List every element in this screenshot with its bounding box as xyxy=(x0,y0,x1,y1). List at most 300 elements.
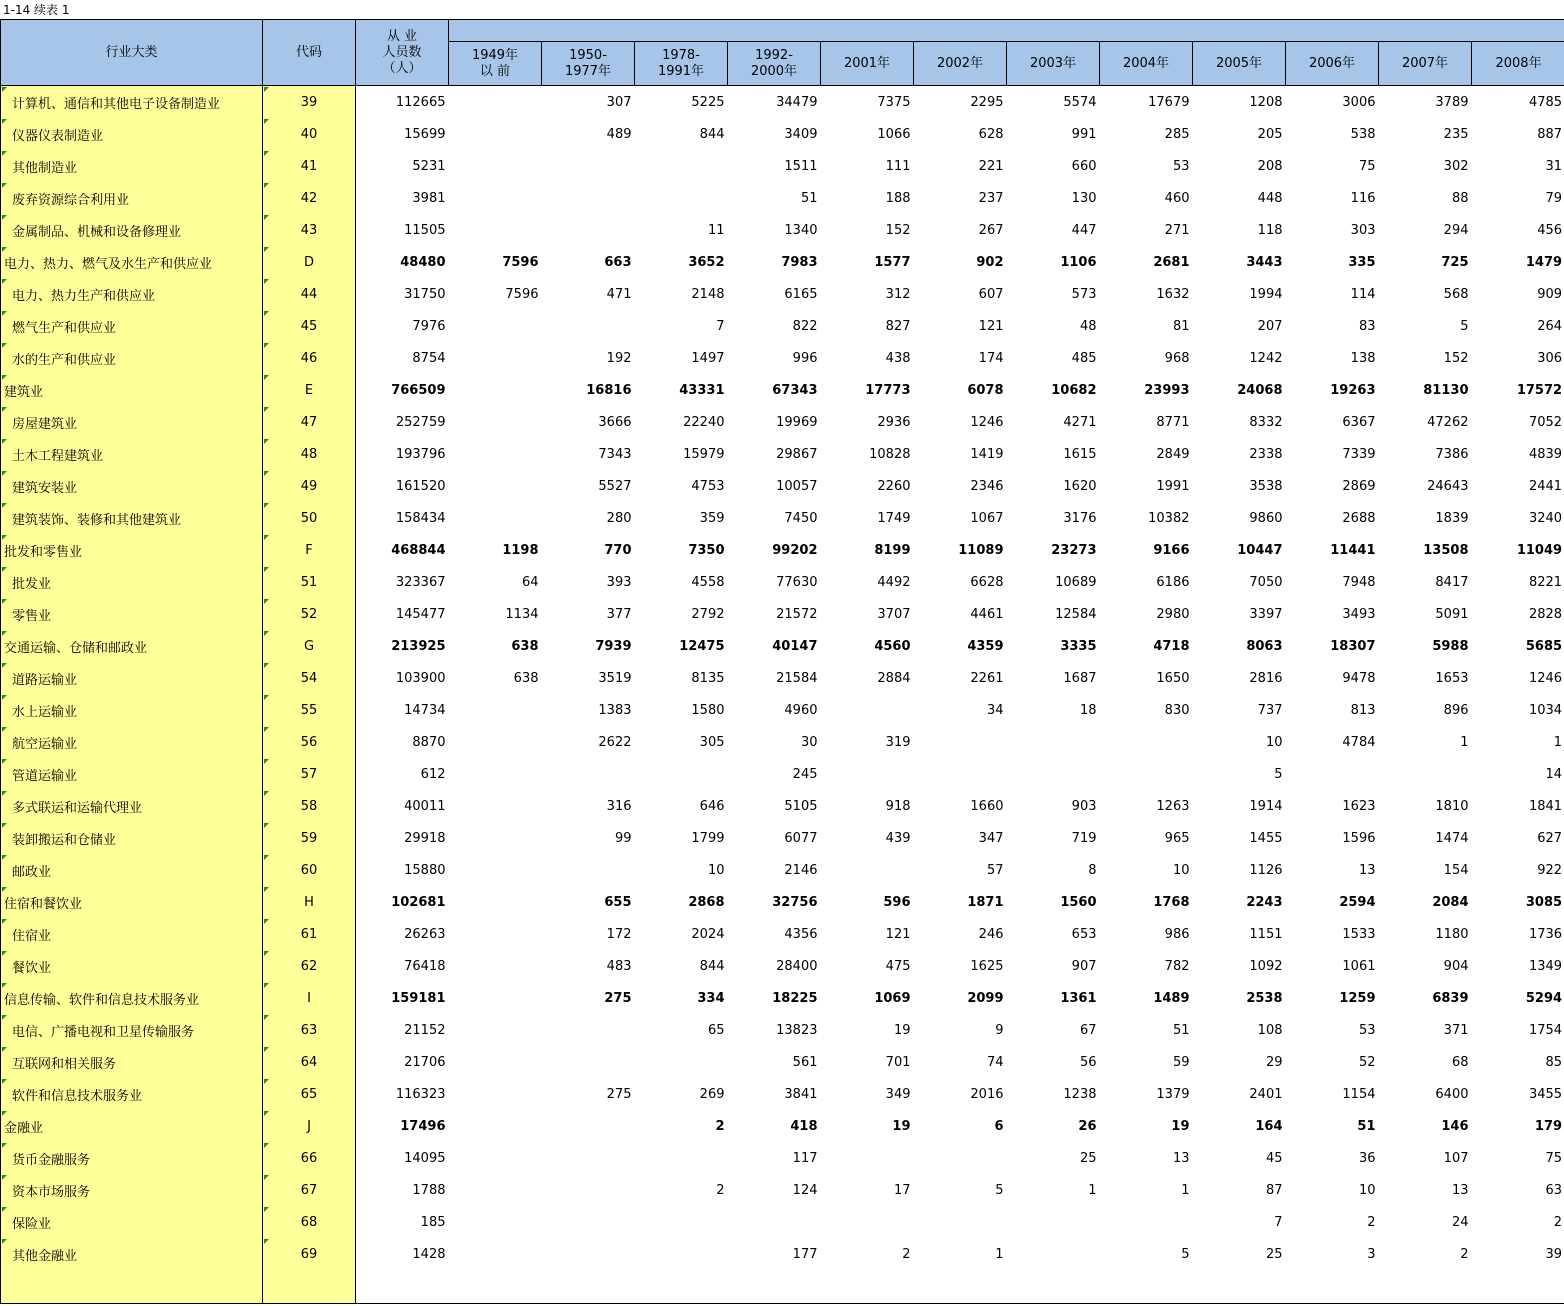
value-cell[interactable]: 267 xyxy=(978,222,1004,238)
value-cell[interactable]: 34 xyxy=(986,702,1004,718)
industry-cell[interactable] xyxy=(1,726,263,758)
value-cell[interactable]: 335 xyxy=(1348,254,1376,270)
value-cell[interactable]: 45 xyxy=(1265,1150,1283,1166)
value-cell[interactable] xyxy=(542,1014,635,1046)
employees-cell[interactable]: 14095 xyxy=(404,1150,446,1166)
header-year-10[interactable]: 2007年 xyxy=(1379,42,1472,86)
value-cell[interactable]: 75 xyxy=(1358,158,1376,174)
value-cell[interactable]: 221 xyxy=(978,158,1004,174)
value-cell[interactable]: 53 xyxy=(1358,1022,1376,1038)
value-cell[interactable] xyxy=(635,150,728,182)
value-cell[interactable]: 1839 xyxy=(1435,510,1469,526)
value-cell[interactable]: 111 xyxy=(885,158,911,174)
value-cell[interactable]: 456 xyxy=(1472,214,1564,246)
value-cell[interactable] xyxy=(449,854,542,886)
value-cell[interactable]: 1092 xyxy=(1249,958,1283,974)
value-cell[interactable]: 13 xyxy=(1172,1150,1190,1166)
code-cell[interactable]: 62 xyxy=(263,950,356,982)
industry-cell[interactable] xyxy=(1,1078,263,1110)
value-cell[interactable]: 439 xyxy=(885,830,911,846)
value-cell[interactable]: 2936 xyxy=(877,414,911,430)
value-cell[interactable]: 48 xyxy=(1079,318,1097,334)
empty-cell[interactable] xyxy=(1472,1270,1564,1304)
value-cell[interactable]: 25 xyxy=(1265,1246,1283,1262)
value-cell[interactable]: 7375 xyxy=(877,94,911,110)
empty-cell[interactable] xyxy=(542,1270,635,1304)
empty-cell[interactable] xyxy=(1379,1270,1472,1304)
code-cell[interactable]: 58 xyxy=(263,790,356,822)
value-cell[interactable]: 1242 xyxy=(1249,350,1283,366)
employees-cell[interactable]: 8754 xyxy=(412,350,446,366)
value-cell[interactable] xyxy=(449,342,542,374)
value-cell[interactable]: 12584 xyxy=(1055,606,1097,622)
value-cell[interactable]: 3006 xyxy=(1342,94,1376,110)
code-cell[interactable]: 69 xyxy=(263,1238,356,1270)
industry-cell[interactable] xyxy=(1,630,263,662)
value-cell[interactable]: 701 xyxy=(885,1054,911,1070)
value-cell[interactable]: 2146 xyxy=(784,862,818,878)
value-cell[interactable]: 1246 xyxy=(970,414,1004,430)
empty-cell[interactable] xyxy=(1100,1270,1193,1304)
value-cell[interactable]: 1208 xyxy=(1249,94,1283,110)
value-cell[interactable]: 471 xyxy=(606,286,632,302)
value-cell[interactable] xyxy=(1007,758,1100,790)
value-cell[interactable]: 29 xyxy=(1265,1054,1283,1070)
value-cell[interactable]: 1871 xyxy=(967,894,1004,910)
code-cell[interactable]: 44 xyxy=(263,278,356,310)
value-cell[interactable]: 2 xyxy=(1460,1246,1469,1262)
value-cell[interactable]: 4461 xyxy=(970,606,1004,622)
value-cell[interactable] xyxy=(542,1046,635,1078)
value-cell[interactable]: 17679 xyxy=(1148,94,1190,110)
value-cell[interactable]: 172 xyxy=(606,926,632,942)
value-cell[interactable]: 17773 xyxy=(865,382,911,398)
value-cell[interactable]: 1596 xyxy=(1342,830,1376,846)
value-cell[interactable] xyxy=(1100,1206,1193,1238)
value-cell[interactable]: 280 xyxy=(606,510,632,526)
value-cell[interactable]: 28400 xyxy=(776,958,818,974)
value-cell[interactable]: 1259 xyxy=(1339,990,1376,1006)
code-cell[interactable]: 50 xyxy=(263,502,356,534)
value-cell[interactable]: 2688 xyxy=(1342,510,1376,526)
value-cell[interactable] xyxy=(449,1046,542,1078)
value-cell[interactable]: 968 xyxy=(1164,350,1190,366)
value-cell[interactable]: 844 xyxy=(699,126,725,142)
value-cell[interactable]: 7386 xyxy=(1435,446,1469,462)
industry-cell[interactable] xyxy=(1,694,263,726)
value-cell[interactable]: 205 xyxy=(1257,126,1283,142)
value-cell[interactable]: 3 xyxy=(1367,1246,1376,1262)
value-cell[interactable] xyxy=(635,1206,728,1238)
value-cell[interactable]: 208 xyxy=(1257,158,1283,174)
employees-cell[interactable]: 323367 xyxy=(395,574,446,590)
value-cell[interactable]: 1034 xyxy=(1472,694,1564,726)
employees-cell[interactable]: 103900 xyxy=(395,670,446,686)
industry-cell[interactable] xyxy=(1,886,263,918)
value-cell[interactable] xyxy=(914,1206,1007,1238)
value-cell[interactable]: 9860 xyxy=(1249,510,1283,526)
header-year-11[interactable]: 2008年 xyxy=(1472,42,1564,86)
value-cell[interactable]: 5105 xyxy=(784,798,818,814)
value-cell[interactable]: 1455 xyxy=(1249,830,1283,846)
empty-cell[interactable] xyxy=(1286,1270,1379,1304)
value-cell[interactable]: 7948 xyxy=(1342,574,1376,590)
value-cell[interactable]: 2594 xyxy=(1339,894,1376,910)
value-cell[interactable]: 23273 xyxy=(1051,542,1097,558)
industry-cell[interactable] xyxy=(1,662,263,694)
value-cell[interactable]: 99202 xyxy=(772,542,818,558)
value-cell[interactable] xyxy=(449,1238,542,1270)
value-cell[interactable]: 108 xyxy=(1257,1022,1283,1038)
value-cell[interactable]: 19 xyxy=(892,1118,911,1134)
value-cell[interactable]: 991 xyxy=(1071,126,1097,142)
value-cell[interactable] xyxy=(1007,1206,1100,1238)
empty-cell[interactable] xyxy=(914,1270,1007,1304)
value-cell[interactable]: 174 xyxy=(978,350,1004,366)
code-cell[interactable]: 46 xyxy=(263,342,356,374)
value-cell[interactable]: 13 xyxy=(1358,862,1376,878)
empty-cell[interactable] xyxy=(449,1270,542,1304)
value-cell[interactable]: 627 xyxy=(1472,822,1564,854)
value-cell[interactable]: 660 xyxy=(1071,158,1097,174)
value-cell[interactable] xyxy=(914,726,1007,758)
value-cell[interactable]: 30 xyxy=(800,734,818,750)
value-cell[interactable] xyxy=(542,1238,635,1270)
value-cell[interactable] xyxy=(821,1206,914,1238)
value-cell[interactable]: 305 xyxy=(699,734,725,750)
code-cell[interactable]: 54 xyxy=(263,662,356,694)
industry-cell[interactable] xyxy=(1,438,263,470)
industry-cell[interactable] xyxy=(1,1142,263,1174)
value-cell[interactable]: 11089 xyxy=(958,542,1004,558)
value-cell[interactable]: 1623 xyxy=(1342,798,1376,814)
header-code[interactable]: 代码 xyxy=(263,20,356,86)
value-cell[interactable]: 568 xyxy=(1443,286,1469,302)
value-cell[interactable]: 3841 xyxy=(784,1086,818,1102)
value-cell[interactable]: 1349 xyxy=(1472,950,1564,982)
employees-cell[interactable]: 40011 xyxy=(404,798,446,814)
value-cell[interactable]: 1749 xyxy=(877,510,911,526)
industry-cell[interactable] xyxy=(1,86,263,119)
value-cell[interactable]: 460 xyxy=(1164,190,1190,206)
code-cell[interactable]: 47 xyxy=(263,406,356,438)
value-cell[interactable]: 67 xyxy=(1079,1022,1097,1038)
value-cell[interactable] xyxy=(542,1142,635,1174)
value-cell[interactable]: 16816 xyxy=(586,382,632,398)
industry-cell[interactable] xyxy=(1,502,263,534)
value-cell[interactable] xyxy=(1007,1238,1100,1270)
value-cell[interactable]: 1560 xyxy=(1060,894,1097,910)
employees-cell[interactable]: 29918 xyxy=(404,830,446,846)
value-cell[interactable]: 179 xyxy=(1472,1110,1564,1142)
value-cell[interactable]: 2681 xyxy=(1153,254,1190,270)
code-cell[interactable]: 66 xyxy=(263,1142,356,1174)
value-cell[interactable]: 3409 xyxy=(784,126,818,142)
value-cell[interactable]: 152 xyxy=(1443,350,1469,366)
value-cell[interactable]: 653 xyxy=(1071,926,1097,942)
value-cell[interactable]: 1632 xyxy=(1156,286,1190,302)
value-cell[interactable]: 32756 xyxy=(772,894,818,910)
empty-cell[interactable] xyxy=(1,1270,263,1304)
value-cell[interactable] xyxy=(635,182,728,214)
value-cell[interactable]: 121 xyxy=(885,926,911,942)
value-cell[interactable]: 4839 xyxy=(1472,438,1564,470)
value-cell[interactable]: 5 xyxy=(1274,766,1283,782)
value-cell[interactable]: 1361 xyxy=(1060,990,1097,1006)
value-cell[interactable]: 1151 xyxy=(1249,926,1283,942)
value-cell[interactable]: 561 xyxy=(792,1054,818,1070)
value-cell[interactable]: 3519 xyxy=(598,670,632,686)
code-cell[interactable]: I xyxy=(263,982,356,1014)
value-cell[interactable]: 7450 xyxy=(784,510,818,526)
value-cell[interactable]: 12475 xyxy=(679,638,725,654)
value-cell[interactable]: 1238 xyxy=(1063,1086,1097,1102)
value-cell[interactable]: 1841 xyxy=(1472,790,1564,822)
value-cell[interactable]: 13823 xyxy=(776,1022,818,1038)
value-cell[interactable]: 7 xyxy=(716,318,725,334)
value-cell[interactable]: 81 xyxy=(1172,318,1190,334)
value-cell[interactable]: 1736 xyxy=(1472,918,1564,950)
value-cell[interactable] xyxy=(542,150,635,182)
value-cell[interactable]: 7050 xyxy=(1249,574,1283,590)
value-cell[interactable]: 7596 xyxy=(505,286,539,302)
employees-cell[interactable]: 252759 xyxy=(395,414,446,430)
code-cell[interactable]: F xyxy=(263,534,356,566)
value-cell[interactable]: 43331 xyxy=(679,382,725,398)
empty-cell[interactable] xyxy=(728,1270,821,1304)
value-cell[interactable]: 3707 xyxy=(877,606,911,622)
value-cell[interactable] xyxy=(449,470,542,502)
value-cell[interactable] xyxy=(635,1142,728,1174)
value-cell[interactable]: 7983 xyxy=(781,254,818,270)
value-cell[interactable]: 1246 xyxy=(1472,662,1564,694)
value-cell[interactable] xyxy=(821,758,914,790)
value-cell[interactable]: 1 xyxy=(1472,726,1564,758)
value-cell[interactable]: 996 xyxy=(792,350,818,366)
value-cell[interactable]: 844 xyxy=(699,958,725,974)
header-employees[interactable] xyxy=(356,20,449,86)
value-cell[interactable]: 7350 xyxy=(688,542,725,558)
value-cell[interactable] xyxy=(449,310,542,342)
value-cell[interactable]: 3085 xyxy=(1472,886,1564,918)
value-cell[interactable]: 10689 xyxy=(1055,574,1097,590)
value-cell[interactable] xyxy=(449,502,542,534)
value-cell[interactable]: 68 xyxy=(1451,1054,1469,1070)
value-cell[interactable]: 2816 xyxy=(1249,670,1283,686)
value-cell[interactable] xyxy=(449,374,542,406)
value-cell[interactable]: 52 xyxy=(1358,1054,1376,1070)
value-cell[interactable]: 2016 xyxy=(970,1086,1004,1102)
value-cell[interactable]: 303 xyxy=(1350,222,1376,238)
value-cell[interactable]: 18307 xyxy=(1330,638,1376,654)
value-cell[interactable]: 2884 xyxy=(877,670,911,686)
value-cell[interactable]: 377 xyxy=(606,606,632,622)
value-cell[interactable] xyxy=(449,918,542,950)
value-cell[interactable]: 3397 xyxy=(1249,606,1283,622)
value-cell[interactable]: 438 xyxy=(885,350,911,366)
value-cell[interactable]: 483 xyxy=(606,958,632,974)
value-cell[interactable]: 312 xyxy=(885,286,911,302)
value-cell[interactable]: 2024 xyxy=(691,926,725,942)
value-cell[interactable]: 475 xyxy=(885,958,911,974)
value-cell[interactable]: 628 xyxy=(978,126,1004,142)
value-cell[interactable]: 117 xyxy=(792,1150,818,1166)
value-cell[interactable]: 1754 xyxy=(1472,1014,1564,1046)
value-cell[interactable]: 719 xyxy=(1071,830,1097,846)
code-cell[interactable]: 52 xyxy=(263,598,356,630)
value-cell[interactable]: 6165 xyxy=(784,286,818,302)
value-cell[interactable]: 1914 xyxy=(1249,798,1283,814)
value-cell[interactable]: 1 xyxy=(1460,734,1469,750)
industry-cell[interactable] xyxy=(1,182,263,214)
employees-cell[interactable]: 766509 xyxy=(391,382,446,398)
value-cell[interactable]: 10 xyxy=(1172,862,1190,878)
industry-cell[interactable] xyxy=(1,470,263,502)
value-cell[interactable]: 47262 xyxy=(1427,414,1469,430)
value-cell[interactable]: 188 xyxy=(885,190,911,206)
value-cell[interactable] xyxy=(542,1174,635,1206)
value-cell[interactable]: 3443 xyxy=(1246,254,1283,270)
value-cell[interactable] xyxy=(449,438,542,470)
value-cell[interactable]: 85 xyxy=(1472,1046,1564,1078)
employees-cell[interactable]: 15699 xyxy=(404,126,446,142)
industry-cell[interactable] xyxy=(1,406,263,438)
value-cell[interactable]: 3493 xyxy=(1342,606,1376,622)
code-cell[interactable]: 43 xyxy=(263,214,356,246)
value-cell[interactable]: 24643 xyxy=(1427,478,1469,494)
employees-cell[interactable]: 14734 xyxy=(404,702,446,718)
value-cell[interactable]: 18225 xyxy=(772,990,818,1006)
value-cell[interactable]: 1106 xyxy=(1060,254,1097,270)
industry-cell[interactable] xyxy=(1,822,263,854)
value-cell[interactable]: 1580 xyxy=(691,702,725,718)
value-cell[interactable]: 130 xyxy=(1071,190,1097,206)
value-cell[interactable]: 1991 xyxy=(1156,478,1190,494)
value-cell[interactable] xyxy=(821,694,914,726)
value-cell[interactable]: 770 xyxy=(604,542,632,558)
header-year-6[interactable]: 2003年 xyxy=(1007,42,1100,86)
value-cell[interactable] xyxy=(821,854,914,886)
value-cell[interactable]: 737 xyxy=(1257,702,1283,718)
code-cell[interactable]: 48 xyxy=(263,438,356,470)
code-cell[interactable]: 40 xyxy=(263,118,356,150)
header-year-0[interactable]: 1949年 以 前 xyxy=(449,42,542,86)
value-cell[interactable]: 2 xyxy=(1472,1206,1564,1238)
value-cell[interactable]: 1650 xyxy=(1156,670,1190,686)
value-cell[interactable]: 573 xyxy=(1071,286,1097,302)
value-cell[interactable]: 1126 xyxy=(1249,862,1283,878)
value-cell[interactable] xyxy=(728,1206,821,1238)
industry-cell[interactable] xyxy=(1,534,263,566)
value-cell[interactable] xyxy=(542,1110,635,1142)
empty-cell[interactable] xyxy=(1193,1270,1286,1304)
value-cell[interactable]: 1 xyxy=(1181,1182,1190,1198)
value-cell[interactable]: 10 xyxy=(1265,734,1283,750)
value-cell[interactable]: 813 xyxy=(1350,702,1376,718)
value-cell[interactable]: 393 xyxy=(606,574,632,590)
value-cell[interactable] xyxy=(449,790,542,822)
value-cell[interactable]: 7 xyxy=(1274,1214,1283,1230)
value-cell[interactable]: 13 xyxy=(1451,1182,1469,1198)
value-cell[interactable]: 489 xyxy=(606,126,632,142)
value-cell[interactable] xyxy=(542,310,635,342)
value-cell[interactable]: 7052 xyxy=(1472,406,1564,438)
code-cell[interactable]: 45 xyxy=(263,310,356,342)
employees-cell[interactable]: 15880 xyxy=(404,862,446,878)
value-cell[interactable]: 64 xyxy=(521,574,539,590)
value-cell[interactable]: 902 xyxy=(976,254,1004,270)
value-cell[interactable]: 1069 xyxy=(874,990,911,1006)
value-cell[interactable]: 447 xyxy=(1071,222,1097,238)
value-cell[interactable] xyxy=(542,854,635,886)
value-cell[interactable]: 264 xyxy=(1472,310,1564,342)
employees-cell[interactable]: 159181 xyxy=(391,990,446,1006)
value-cell[interactable]: 6077 xyxy=(784,830,818,846)
value-cell[interactable]: 3176 xyxy=(1063,510,1097,526)
value-cell[interactable]: 275 xyxy=(606,1086,632,1102)
value-cell[interactable]: 7343 xyxy=(598,446,632,462)
value-cell[interactable]: 99 xyxy=(614,830,632,846)
value-cell[interactable]: 448 xyxy=(1257,190,1283,206)
value-cell[interactable]: 1474 xyxy=(1435,830,1469,846)
value-cell[interactable] xyxy=(449,214,542,246)
value-cell[interactable]: 827 xyxy=(885,318,911,334)
code-cell[interactable]: 56 xyxy=(263,726,356,758)
code-cell[interactable]: G xyxy=(263,630,356,662)
industry-cell[interactable] xyxy=(1,790,263,822)
value-cell[interactable]: 10 xyxy=(1358,1182,1376,1198)
value-cell[interactable] xyxy=(449,950,542,982)
value-cell[interactable]: 1660 xyxy=(970,798,1004,814)
value-cell[interactable]: 7596 xyxy=(502,254,539,270)
value-cell[interactable]: 2261 xyxy=(970,670,1004,686)
empty-cell[interactable] xyxy=(356,1270,449,1304)
header-year-2[interactable]: 1978- 1991年 xyxy=(635,42,728,86)
employees-cell[interactable]: 76418 xyxy=(404,958,446,974)
value-cell[interactable]: 10447 xyxy=(1237,542,1283,558)
value-cell[interactable] xyxy=(914,758,1007,790)
value-cell[interactable]: 6078 xyxy=(967,382,1004,398)
value-cell[interactable] xyxy=(542,1206,635,1238)
industry-cell[interactable] xyxy=(1,1110,263,1142)
employees-cell[interactable]: 145477 xyxy=(395,606,446,622)
value-cell[interactable] xyxy=(635,1238,728,1270)
value-cell[interactable]: 10682 xyxy=(1051,382,1097,398)
value-cell[interactable] xyxy=(1286,758,1379,790)
value-cell[interactable]: 192 xyxy=(606,350,632,366)
industry-cell[interactable] xyxy=(1,1014,263,1046)
value-cell[interactable]: 349 xyxy=(885,1086,911,1102)
header-year-8[interactable]: 2005年 xyxy=(1193,42,1286,86)
value-cell[interactable]: 10382 xyxy=(1148,510,1190,526)
value-cell[interactable]: 4558 xyxy=(691,574,725,590)
employees-cell[interactable]: 612 xyxy=(420,766,446,782)
value-cell[interactable]: 4492 xyxy=(877,574,911,590)
value-cell[interactable]: 3335 xyxy=(1060,638,1097,654)
code-cell[interactable]: 68 xyxy=(263,1206,356,1238)
employees-cell[interactable]: 161520 xyxy=(395,478,446,494)
value-cell[interactable]: 1 xyxy=(995,1246,1004,1262)
industry-cell[interactable] xyxy=(1,342,263,374)
employees-cell[interactable]: 5231 xyxy=(412,158,446,174)
value-cell[interactable]: 114 xyxy=(1350,286,1376,302)
value-cell[interactable]: 19969 xyxy=(776,414,818,430)
employees-cell[interactable]: 3981 xyxy=(412,190,446,206)
value-cell[interactable]: 655 xyxy=(604,894,632,910)
header-year-3[interactable]: 1992- 2000年 xyxy=(728,42,821,86)
value-cell[interactable]: 10057 xyxy=(776,478,818,494)
value-cell[interactable]: 6400 xyxy=(1435,1086,1469,1102)
